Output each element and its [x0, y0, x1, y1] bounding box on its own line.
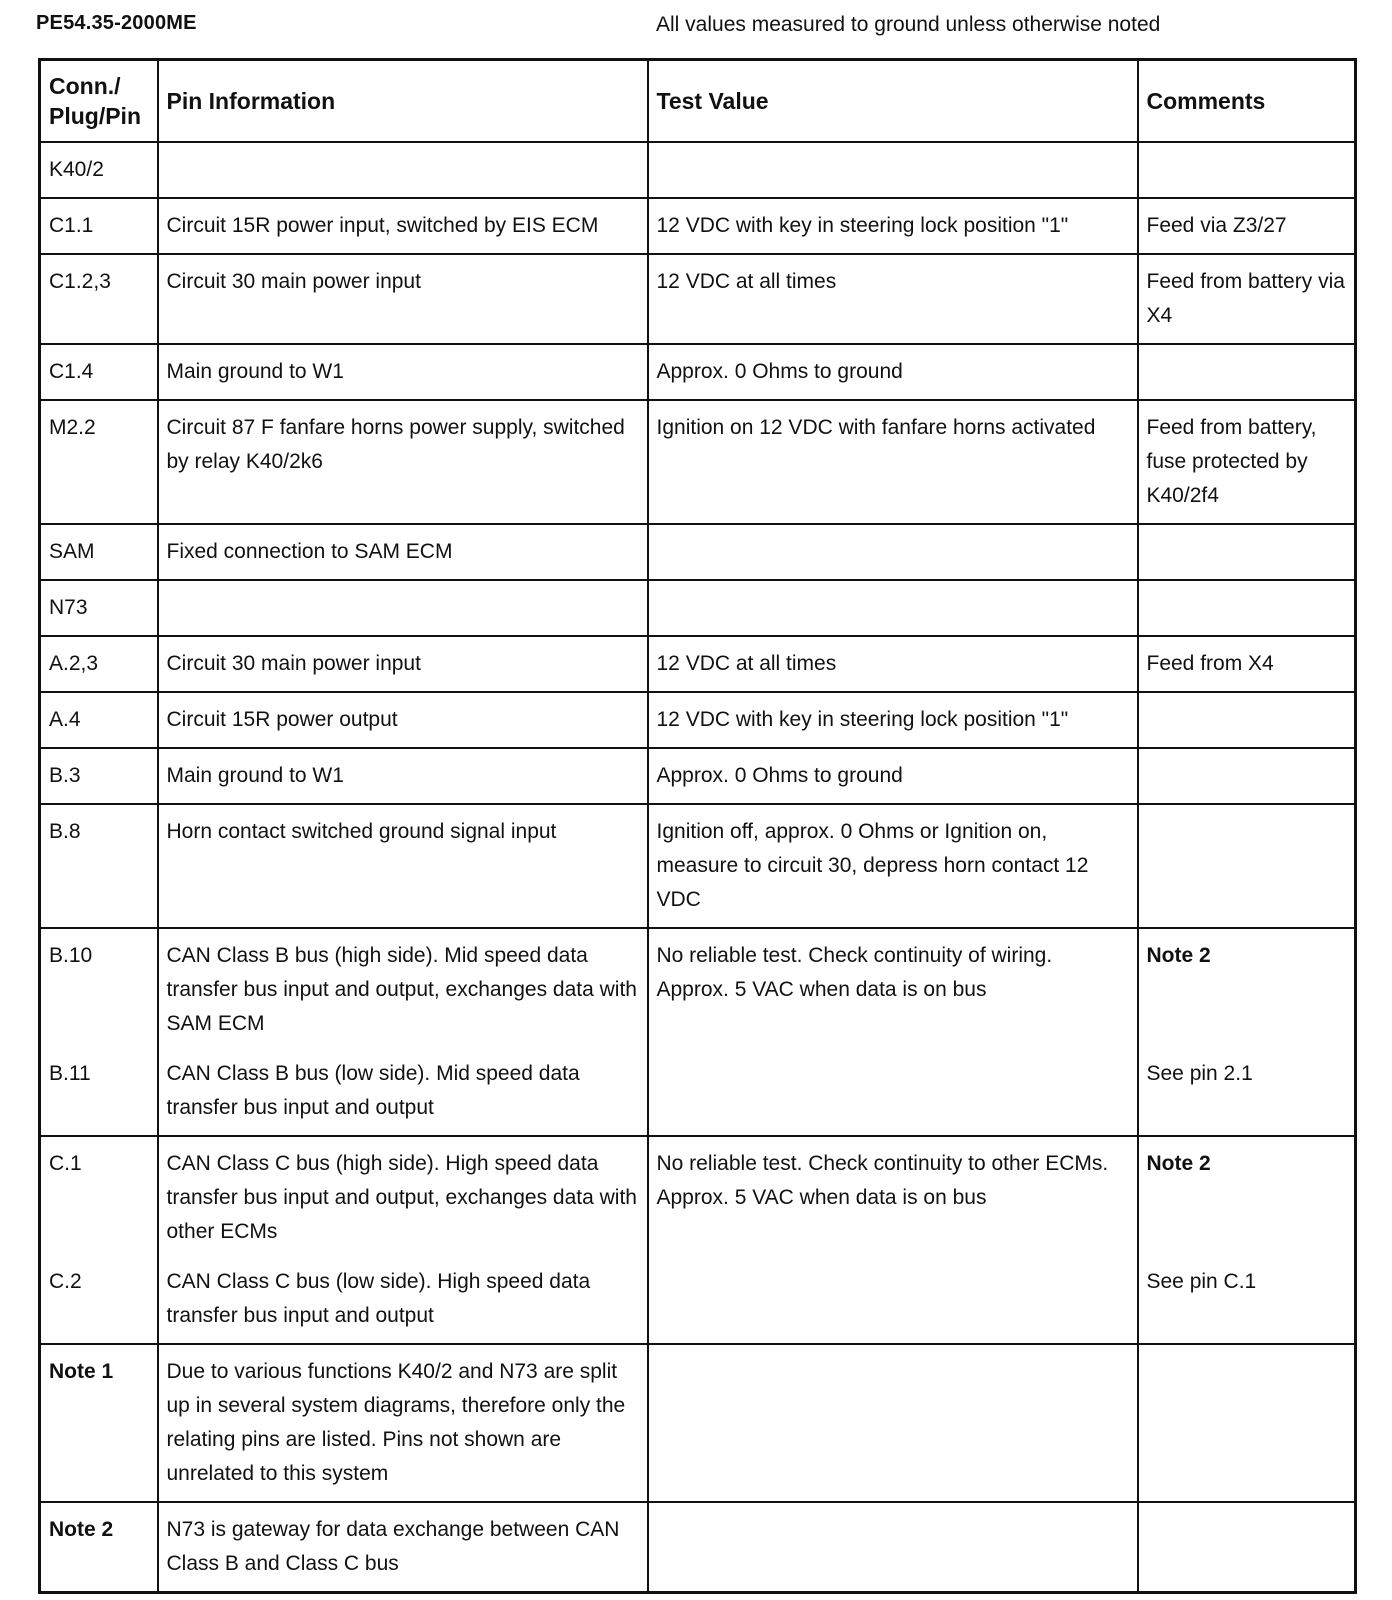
- table-row-can-class-c: [40, 1136, 1356, 1344]
- table-row: [40, 198, 1356, 254]
- cell-comment: Feed via Z3/27: [1138, 198, 1356, 254]
- cell-test: No reliable test. Check continuity to other ECMs. Approx. 5 VAC when data is on bus: [648, 1136, 1138, 1344]
- table-row: [40, 524, 1356, 580]
- cell-pin: C1.1: [40, 198, 158, 254]
- info-c2: CAN Class C bus (low side). High speed data transfer bus input and output: [166, 1270, 591, 1327]
- cell-test: Approx. 0 Ohms to ground: [648, 748, 1138, 804]
- cell-pin: A.2,3: [40, 636, 158, 692]
- cell-info: Fixed connection to SAM ECM: [158, 524, 648, 580]
- cell-pin: M2.2: [40, 400, 158, 524]
- cell-comment: [1138, 1502, 1356, 1593]
- cell-comment: [1138, 692, 1356, 748]
- cell-comment: Feed from battery, fuse protected by K40/2f4: [1138, 400, 1356, 524]
- table-row: [40, 142, 1356, 198]
- cell-test: 12 VDC with key in steering lock position "1": [648, 198, 1138, 254]
- info-c1: CAN Class C bus (high side). High speed data transfer bus input and output, exchanges data with other ECMs: [166, 1152, 637, 1243]
- comment-c2: See pin C.1: [1146, 1270, 1257, 1293]
- pin-c2: C.2: [49, 1270, 82, 1293]
- cell-test: No reliable test. Check continuity of wiring. Approx. 5 VAC when data is on bus: [648, 928, 1138, 1136]
- cell-comment: Feed from X4: [1138, 636, 1356, 692]
- cell-comment: [1138, 928, 1356, 1136]
- table-row: [40, 580, 1356, 636]
- cell-test: [648, 142, 1138, 198]
- cell-pin: B.8: [40, 804, 158, 928]
- cell-pin: B.3: [40, 748, 158, 804]
- table-row: [40, 748, 1356, 804]
- measurement-note: All values measured to ground unless otherwise noted: [656, 13, 1161, 36]
- cell-comment: [1138, 1344, 1356, 1502]
- column-header-test-value: Test Value: [648, 60, 1138, 143]
- table-row: [40, 692, 1356, 748]
- cell-comment: [1138, 580, 1356, 636]
- cell-test: [648, 524, 1138, 580]
- note-row: [40, 1344, 1356, 1502]
- comment-c1: Note 2: [1146, 1152, 1211, 1175]
- table-row: [40, 344, 1356, 400]
- column-header-pin: Conn./ Plug/Pin: [40, 60, 158, 143]
- table-row-can-class-b: [40, 928, 1356, 1136]
- cell-test: Ignition on 12 VDC with fanfare horns activated: [648, 400, 1138, 524]
- cell-info: Horn contact switched ground signal input: [158, 804, 648, 928]
- comment-b11: See pin 2.1: [1146, 1062, 1253, 1085]
- pin-b11: B.11: [49, 1062, 91, 1085]
- table-row: [40, 254, 1356, 344]
- column-header-comments: Comments: [1138, 60, 1356, 143]
- cell-info: [158, 1136, 648, 1344]
- cell-info: Main ground to W1: [158, 344, 648, 400]
- pin-c1: C.1: [49, 1152, 82, 1175]
- table-row: [40, 636, 1356, 692]
- cell-comment: [1138, 804, 1356, 928]
- pin-test-table: [38, 58, 1357, 1594]
- table-row: [40, 400, 1356, 524]
- cell-pin: C1.4: [40, 344, 158, 400]
- comment-b10: Note 2: [1146, 944, 1211, 967]
- cell-pin: SAM: [40, 524, 158, 580]
- cell-test: 12 VDC at all times: [648, 636, 1138, 692]
- cell-info: Circuit 87 F fanfare horns power supply, switched by relay K40/2k6: [158, 400, 648, 524]
- note-text: N73 is gateway for data exchange between CAN Class B and Class C bus: [158, 1502, 648, 1593]
- cell-info: [158, 142, 648, 198]
- cell-comment: [1138, 1136, 1356, 1344]
- info-b10: CAN Class B bus (high side). Mid speed data transfer bus input and output, exchanges data with SAM ECM: [166, 944, 637, 1035]
- cell-pin: [40, 928, 158, 1136]
- column-header-pin-information: Pin Information: [158, 60, 648, 143]
- cell-pin: [40, 1136, 158, 1344]
- cell-info: Circuit 30 main power input: [158, 636, 648, 692]
- cell-test: [648, 1502, 1138, 1593]
- cell-info: [158, 928, 648, 1136]
- cell-comment: [1138, 524, 1356, 580]
- cell-info: Main ground to W1: [158, 748, 648, 804]
- pin-b10: B.10: [49, 944, 93, 967]
- cell-test: 12 VDC with key in steering lock position "1": [648, 692, 1138, 748]
- cell-test: Approx. 0 Ohms to ground: [648, 344, 1138, 400]
- cell-info: [158, 580, 648, 636]
- cell-test: Ignition off, approx. 0 Ohms or Ignition on, measure to circuit 30, depress horn contact 12 VDC: [648, 804, 1138, 928]
- cell-pin: C1.2,3: [40, 254, 158, 344]
- cell-pin: A.4: [40, 692, 158, 748]
- note-row: [40, 1502, 1356, 1593]
- cell-comment: [1138, 142, 1356, 198]
- cell-comment: Feed from battery via X4: [1138, 254, 1356, 344]
- cell-pin: K40/2: [40, 142, 158, 198]
- table-header-row: [40, 60, 1356, 143]
- cell-comment: [1138, 344, 1356, 400]
- cell-test: 12 VDC at all times: [648, 254, 1138, 344]
- table-row: [40, 804, 1356, 928]
- note-label: Note 2: [40, 1502, 158, 1593]
- note-label: Note 1: [40, 1344, 158, 1502]
- cell-info: Circuit 30 main power input: [158, 254, 648, 344]
- cell-test: [648, 1344, 1138, 1502]
- document-id: PE54.35-2000ME: [36, 12, 197, 34]
- cell-info: Circuit 15R power input, switched by EIS ECM: [158, 198, 648, 254]
- cell-test: [648, 580, 1138, 636]
- info-b11: CAN Class B bus (low side). Mid speed data transfer bus input and output: [166, 1062, 580, 1119]
- cell-comment: [1138, 748, 1356, 804]
- cell-pin: N73: [40, 580, 158, 636]
- note-text: Due to various functions K40/2 and N73 are split up in several system diagrams, therefore only the relating pins are listed. Pins not shown are unrelated to this system: [158, 1344, 648, 1502]
- cell-info: Circuit 15R power output: [158, 692, 648, 748]
